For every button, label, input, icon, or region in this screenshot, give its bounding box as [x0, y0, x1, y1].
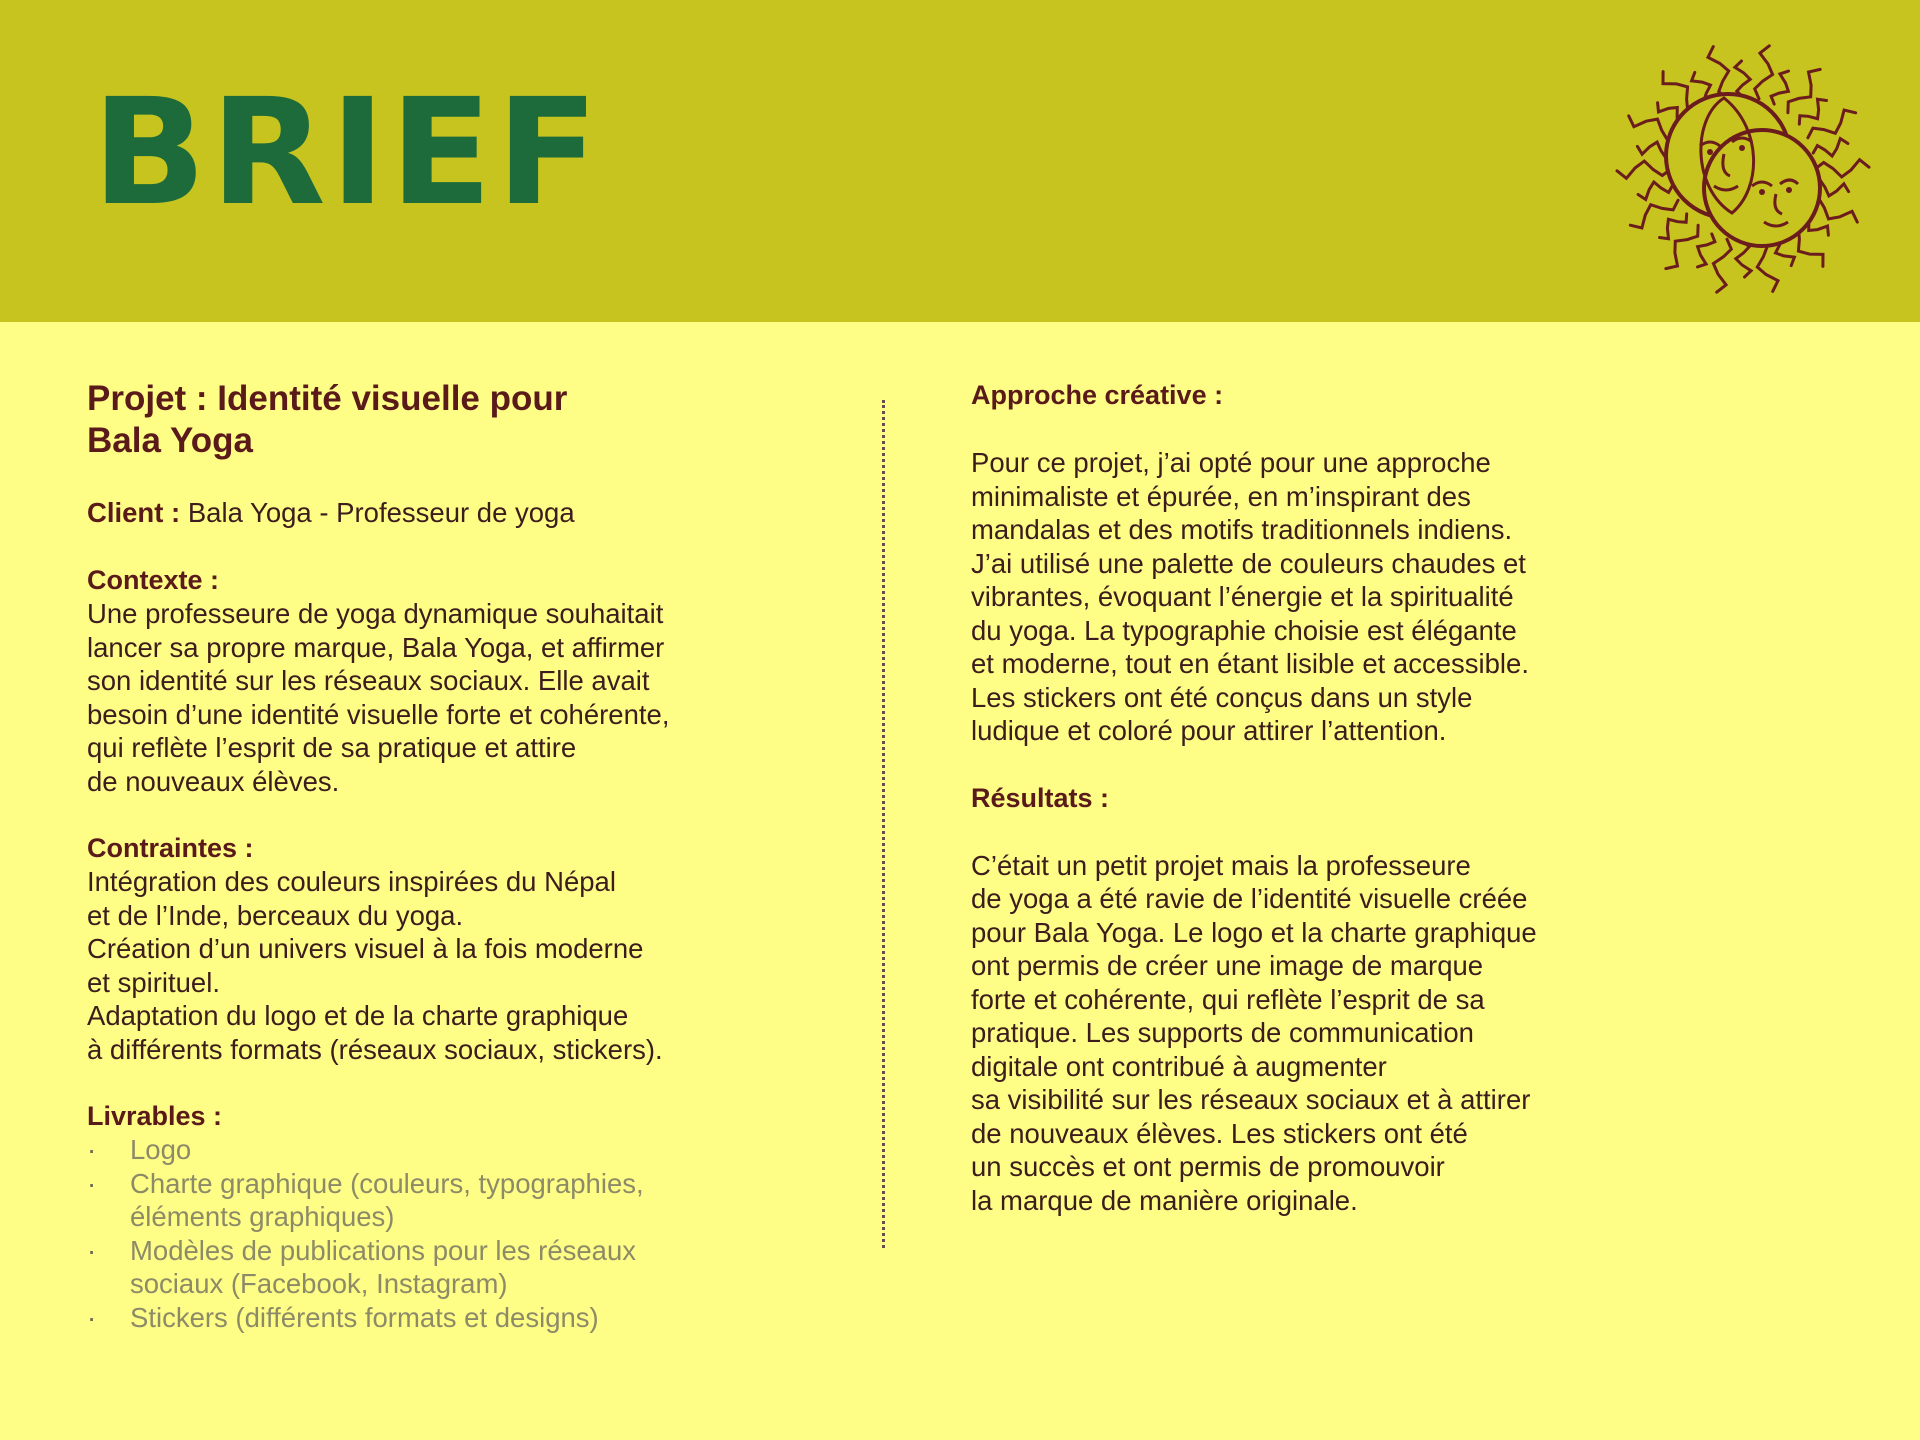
sun-ray: [1638, 182, 1673, 200]
sun-ray: [1815, 160, 1869, 177]
client-line: [87, 496, 807, 530]
sun-ray: [1771, 71, 1788, 104]
sun-ray: [1788, 69, 1820, 112]
deliverables-heading: Livrables :: [87, 1101, 223, 1131]
bullet-icon: ·: [87, 1301, 97, 1333]
client-label: Client :: [87, 497, 181, 528]
bullet-icon: ·: [87, 1167, 97, 1199]
list-item: · Logo: [87, 1134, 192, 1165]
sun-ray: [1755, 46, 1773, 99]
results-text: C’était un petit projet mais la professeure de yoga a été ravie de l’identité visuelle créée pour Bala Yoga. Le logo et la charte graphique ont permis de créer une image de marque forte et cohérente, qui reflète l’esprit de sa pratique. Les supports de communication digitale ont contribué à augmenter sa visibilité sur les réseaux sociaux et à attirer de nouveaux élèves. Les stickers ont été un succès et ont permis de promouvoir la marque de manière originale.: [971, 849, 1537, 1216]
sun-ray: [1666, 225, 1698, 268]
sun-ray: [1708, 47, 1729, 99]
column-divider: [882, 400, 885, 1248]
sun-ray: [1808, 110, 1856, 138]
list-item: · Stickers (différents formats et designs): [87, 1301, 599, 1333]
approach-text: Pour ce projet, j’ai opté pour une approche minimaliste et épurée, en m’inspirant des mandalas et des motifs traditionnels indiens. J’ai utilisé une palette de couleurs chaudes et vibrantes, évoquant l’énergie et la spiritualité du yoga. La typographie choisie est élégante et moderne, tout en étant lisible et accessible. Les stickers ont été conçus dans un style ludique et coloré pour attirer l’attention.: [971, 447, 1529, 746]
context-section: [87, 563, 807, 798]
sun-ray: [1698, 234, 1715, 267]
left-column: [87, 378, 807, 1334]
bullet-icon: ·: [87, 1134, 97, 1165]
sun-ray: [1617, 161, 1671, 178]
sun-ray: [1660, 214, 1687, 239]
sun-moon-face-icon: [1612, 38, 1874, 300]
client-value: Bala Yoga - Professeur de yoga: [180, 497, 575, 528]
context-heading: Contexte :: [87, 565, 220, 595]
deliverables-section: [87, 1099, 807, 1334]
list-item: · Charte graphique (couleurs, typographies, éléments graphiques): [87, 1167, 644, 1232]
sun-ray: [1799, 99, 1826, 124]
sun-ray: [1735, 61, 1750, 97]
page-title: BRIEF: [92, 67, 603, 239]
sun-ray: [1813, 139, 1848, 157]
sun-ray: [1630, 200, 1678, 228]
constraints-heading: Contraintes :: [87, 833, 254, 863]
list-item: · Modèles de publications pour les réseaux sociaux (Facebook, Instagram): [87, 1234, 636, 1299]
results-heading: Résultats :: [971, 782, 1110, 813]
right-column: [971, 378, 1711, 1217]
constraints-section: [87, 831, 807, 1066]
approach-heading: Approche créative :: [971, 380, 1224, 410]
sun-ray: [1713, 239, 1731, 292]
context-text: Une professeure de yoga dynamique souhaitait lancer sa propre marque, Bala Yoga, et affirmer son identité sur les réseaux sociaux. Elle avait besoin d’une identité visuelle forte et cohérente, qui reflète l’esprit de sa pratique et attire de nouveaux élèves.: [87, 598, 670, 797]
header-band: [0, 0, 1920, 322]
project-title: Projet : Identité visuelle pour Bala Yoga: [87, 379, 568, 460]
deliverables-list: [87, 1133, 807, 1334]
bullet-icon: ·: [87, 1234, 97, 1266]
constraints-text: Intégration des couleurs inspirées du Népal et de l’Inde, berceaux du yoga. Création d’un univers visuel à la fois moderne et spirituel. Adaptation du logo et de la charte graphique à différents formats (réseaux sociaux, stickers).: [87, 866, 663, 1065]
